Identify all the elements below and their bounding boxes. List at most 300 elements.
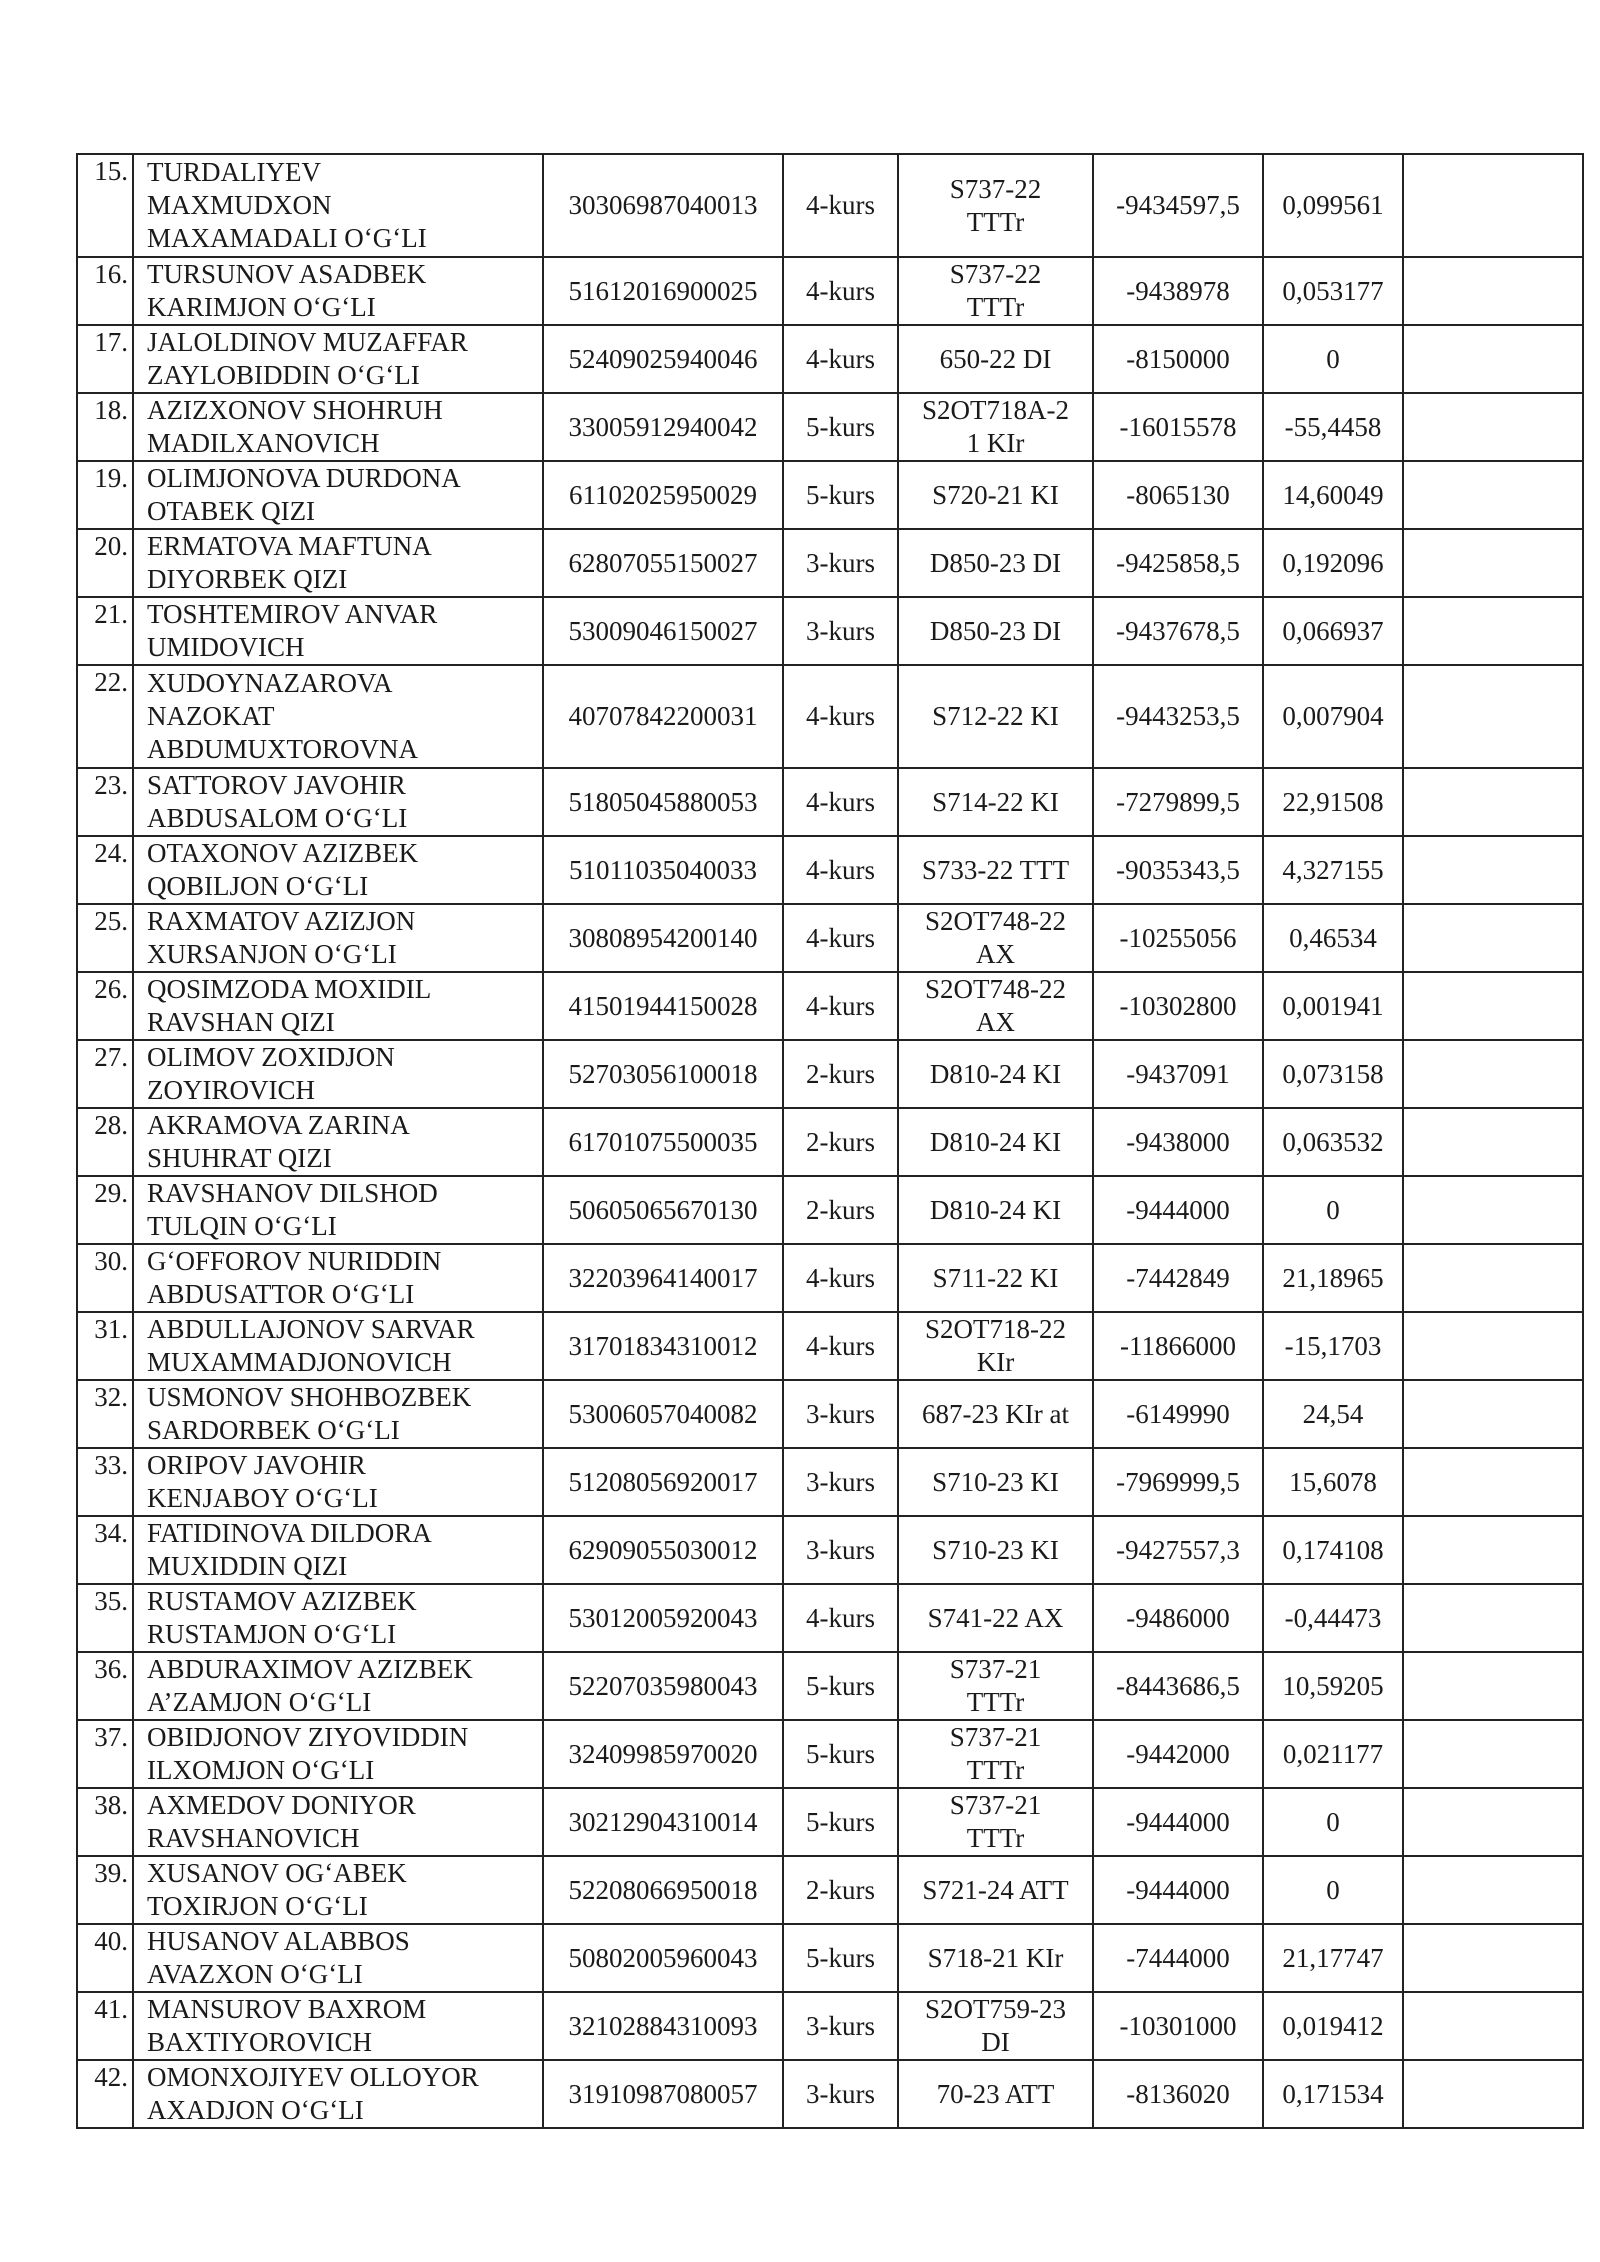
amount-cell: -9444000 bbox=[1093, 1856, 1263, 1924]
full-name-cell bbox=[133, 1108, 543, 1176]
name-line: G‘OFFOROV NURIDDIN bbox=[147, 1246, 442, 1276]
table-row bbox=[77, 1652, 1583, 1720]
name-line: RAVSHANOV DILSHOD bbox=[147, 1178, 438, 1208]
name-line: A’ZAMJON O‘G‘LI bbox=[147, 1687, 372, 1717]
group-cell bbox=[898, 972, 1093, 1040]
ratio-cell: 24,54 bbox=[1263, 1380, 1403, 1448]
course-cell: 2-kurs bbox=[783, 1040, 898, 1108]
ratio-cell: 14,60049 bbox=[1263, 461, 1403, 529]
amount-cell: -9434597,5 bbox=[1093, 154, 1263, 257]
full-name-cell bbox=[133, 836, 543, 904]
name-line: JALOLDINOV MUZAFFAR bbox=[147, 327, 468, 357]
id-number-cell: 51011035040033 bbox=[543, 836, 783, 904]
empty-cell bbox=[1403, 1176, 1583, 1244]
course-cell: 3-kurs bbox=[783, 1992, 898, 2060]
name-line: ORIPOV JAVOHIR bbox=[147, 1450, 366, 1480]
id-number-cell: 40707842200031 bbox=[543, 665, 783, 768]
name-line: MADILXANOVICH bbox=[147, 428, 380, 458]
name-line: XUSANOV OG‘ABEK bbox=[147, 1858, 407, 1888]
group-line: S714-22 KI bbox=[932, 786, 1059, 817]
amount-cell: -9427557,3 bbox=[1093, 1516, 1263, 1584]
id-number-cell: 52208066950018 bbox=[543, 1856, 783, 1924]
id-number-cell: 53006057040082 bbox=[543, 1380, 783, 1448]
row-number-cell: 22. bbox=[77, 665, 133, 768]
empty-cell bbox=[1403, 665, 1583, 768]
table-row bbox=[77, 1720, 1583, 1788]
empty-cell bbox=[1403, 768, 1583, 836]
name-line: AKRAMOVA ZARINA bbox=[147, 1110, 410, 1140]
name-line: AXMEDOV DONIYOR bbox=[147, 1790, 416, 1820]
id-number-cell: 61102025950029 bbox=[543, 461, 783, 529]
empty-cell bbox=[1403, 257, 1583, 325]
ratio-cell: 22,91508 bbox=[1263, 768, 1403, 836]
amount-cell: -9444000 bbox=[1093, 1788, 1263, 1856]
name-line: ZOYIROVICH bbox=[147, 1075, 315, 1105]
empty-cell bbox=[1403, 529, 1583, 597]
course-cell: 4-kurs bbox=[783, 154, 898, 257]
course-cell: 5-kurs bbox=[783, 1720, 898, 1788]
group-line: AX bbox=[976, 939, 1015, 969]
group-line: S720-21 KI bbox=[932, 479, 1059, 510]
full-name-cell bbox=[133, 597, 543, 665]
group-cell bbox=[898, 1924, 1093, 1992]
ratio-cell: 0 bbox=[1263, 325, 1403, 393]
group-cell bbox=[898, 904, 1093, 972]
id-number-cell: 32409985970020 bbox=[543, 1720, 783, 1788]
name-line: TOSHTEMIROV ANVAR bbox=[147, 599, 438, 629]
empty-cell bbox=[1403, 1652, 1583, 1720]
name-line: TURDALIYEV bbox=[147, 157, 321, 187]
group-cell bbox=[898, 1992, 1093, 2060]
id-number-cell: 32203964140017 bbox=[543, 1244, 783, 1312]
empty-cell bbox=[1403, 393, 1583, 461]
course-cell: 3-kurs bbox=[783, 2060, 898, 2128]
amount-cell: -8136020 bbox=[1093, 2060, 1263, 2128]
group-cell bbox=[898, 154, 1093, 257]
empty-cell bbox=[1403, 1040, 1583, 1108]
group-cell bbox=[898, 529, 1093, 597]
name-line: ABDUMUXTOROVNA bbox=[147, 734, 419, 764]
row-number-cell: 34. bbox=[77, 1516, 133, 1584]
name-line: ABDURAXIMOV AZIZBEK bbox=[147, 1654, 473, 1684]
row-number-cell: 18. bbox=[77, 393, 133, 461]
full-name-cell bbox=[133, 904, 543, 972]
full-name-cell bbox=[133, 1448, 543, 1516]
id-number-cell: 51805045880053 bbox=[543, 768, 783, 836]
full-name-cell bbox=[133, 1992, 543, 2060]
group-line: 1 KIr bbox=[966, 428, 1025, 458]
row-number-cell: 29. bbox=[77, 1176, 133, 1244]
group-line: D810-24 KI bbox=[929, 1194, 1062, 1225]
empty-cell bbox=[1403, 1312, 1583, 1380]
ratio-cell: -15,1703 bbox=[1263, 1312, 1403, 1380]
course-cell: 4-kurs bbox=[783, 325, 898, 393]
amount-cell: -7279899,5 bbox=[1093, 768, 1263, 836]
row-number-cell: 23. bbox=[77, 768, 133, 836]
name-line: OTAXONOV AZIZBEK bbox=[147, 838, 419, 868]
group-cell bbox=[898, 1040, 1093, 1108]
group-cell bbox=[898, 1584, 1093, 1652]
group-line: 650-22 DI bbox=[939, 343, 1052, 374]
name-line: KENJABOY O‘G‘LI bbox=[147, 1483, 378, 1513]
name-line: XURSANJON O‘G‘LI bbox=[147, 939, 397, 969]
ratio-cell: 15,6078 bbox=[1263, 1448, 1403, 1516]
table-row bbox=[77, 904, 1583, 972]
row-number-cell: 19. bbox=[77, 461, 133, 529]
group-cell bbox=[898, 768, 1093, 836]
ratio-cell: 10,59205 bbox=[1263, 1652, 1403, 1720]
id-number-cell: 51208056920017 bbox=[543, 1448, 783, 1516]
course-cell: 4-kurs bbox=[783, 904, 898, 972]
row-number-cell: 39. bbox=[77, 1856, 133, 1924]
ratio-cell: 0,063532 bbox=[1263, 1108, 1403, 1176]
full-name-cell bbox=[133, 1516, 543, 1584]
amount-cell: -9443253,5 bbox=[1093, 665, 1263, 768]
course-cell: 3-kurs bbox=[783, 529, 898, 597]
group-line: S737-21 bbox=[949, 1790, 1042, 1820]
amount-cell: -7969999,5 bbox=[1093, 1448, 1263, 1516]
group-line: TTTr bbox=[966, 1687, 1025, 1717]
empty-cell bbox=[1403, 1380, 1583, 1448]
empty-cell bbox=[1403, 1448, 1583, 1516]
group-line: TTTr bbox=[966, 292, 1025, 322]
amount-cell: -16015578 bbox=[1093, 393, 1263, 461]
name-line: KARIMJON O‘G‘LI bbox=[147, 292, 376, 322]
ratio-cell: -0,44473 bbox=[1263, 1584, 1403, 1652]
full-name-cell bbox=[133, 1924, 543, 1992]
table-row bbox=[77, 1244, 1583, 1312]
full-name-cell bbox=[133, 972, 543, 1040]
empty-cell bbox=[1403, 1108, 1583, 1176]
name-line: AVAZXON O‘G‘LI bbox=[147, 1959, 363, 1989]
name-line: UMIDOVICH bbox=[147, 632, 305, 662]
group-cell bbox=[898, 257, 1093, 325]
row-number-cell: 36. bbox=[77, 1652, 133, 1720]
empty-cell bbox=[1403, 597, 1583, 665]
ratio-cell: -55,4458 bbox=[1263, 393, 1403, 461]
table-row bbox=[77, 1992, 1583, 2060]
ratio-cell: 0,019412 bbox=[1263, 1992, 1403, 2060]
name-line: SHUHRAT QIZI bbox=[147, 1143, 332, 1173]
id-number-cell: 30808954200140 bbox=[543, 904, 783, 972]
row-number-cell: 27. bbox=[77, 1040, 133, 1108]
course-cell: 4-kurs bbox=[783, 665, 898, 768]
course-cell: 3-kurs bbox=[783, 597, 898, 665]
full-name-cell bbox=[133, 1176, 543, 1244]
course-cell: 5-kurs bbox=[783, 461, 898, 529]
course-cell: 4-kurs bbox=[783, 836, 898, 904]
name-line: HUSANOV ALABBOS bbox=[147, 1926, 410, 1956]
ratio-cell: 0,053177 bbox=[1263, 257, 1403, 325]
name-line: TULQIN O‘G‘LI bbox=[147, 1211, 337, 1241]
group-line: S2OT718-22 bbox=[925, 1314, 1066, 1344]
group-line: D810-24 KI bbox=[929, 1058, 1062, 1089]
amount-cell: -8065130 bbox=[1093, 461, 1263, 529]
amount-cell: -9438978 bbox=[1093, 257, 1263, 325]
full-name-cell bbox=[133, 154, 543, 257]
full-name-cell bbox=[133, 257, 543, 325]
full-name-cell bbox=[133, 1380, 543, 1448]
id-number-cell: 52207035980043 bbox=[543, 1652, 783, 1720]
course-cell: 3-kurs bbox=[783, 1516, 898, 1584]
group-line: S737-21 bbox=[949, 1722, 1042, 1752]
id-number-cell: 61701075500035 bbox=[543, 1108, 783, 1176]
amount-cell: -10302800 bbox=[1093, 972, 1263, 1040]
amount-cell: -9486000 bbox=[1093, 1584, 1263, 1652]
ratio-cell: 4,327155 bbox=[1263, 836, 1403, 904]
ratio-cell: 0,073158 bbox=[1263, 1040, 1403, 1108]
amount-cell: -8443686,5 bbox=[1093, 1652, 1263, 1720]
course-cell: 2-kurs bbox=[783, 1176, 898, 1244]
group-cell bbox=[898, 1108, 1093, 1176]
course-cell: 5-kurs bbox=[783, 1924, 898, 1992]
full-name-cell bbox=[133, 529, 543, 597]
group-line: S2OT748-22 bbox=[925, 906, 1066, 936]
amount-cell: -9438000 bbox=[1093, 1108, 1263, 1176]
name-line: TOXIRJON O‘G‘LI bbox=[147, 1891, 368, 1921]
name-line: MAXMUDXON bbox=[147, 190, 332, 220]
name-line: ABDULLAJONOV SARVAR bbox=[147, 1314, 475, 1344]
ratio-cell: 21,17747 bbox=[1263, 1924, 1403, 1992]
ratio-cell: 0 bbox=[1263, 1788, 1403, 1856]
empty-cell bbox=[1403, 2060, 1583, 2128]
course-cell: 2-kurs bbox=[783, 1856, 898, 1924]
course-cell: 4-kurs bbox=[783, 257, 898, 325]
name-line: OMONXOJIYEV OLLOYOR bbox=[147, 2062, 479, 2092]
id-number-cell: 62909055030012 bbox=[543, 1516, 783, 1584]
row-number-cell: 15. bbox=[77, 154, 133, 257]
ratio-cell: 0,001941 bbox=[1263, 972, 1403, 1040]
table-row bbox=[77, 1516, 1583, 1584]
empty-cell bbox=[1403, 1856, 1583, 1924]
empty-cell bbox=[1403, 1516, 1583, 1584]
group-line: AX bbox=[976, 1007, 1015, 1037]
name-line: MUXIDDIN QIZI bbox=[147, 1551, 348, 1581]
name-line: TURSUNOV ASADBEK bbox=[147, 259, 427, 289]
name-line: ERMATOVA MAFTUNA bbox=[147, 531, 432, 561]
group-cell bbox=[898, 836, 1093, 904]
empty-cell bbox=[1403, 325, 1583, 393]
group-line: TTTr bbox=[966, 206, 1025, 237]
table-row bbox=[77, 325, 1583, 393]
table-row bbox=[77, 1924, 1583, 1992]
group-line: S741-22 AX bbox=[927, 1602, 1064, 1633]
name-line: QOBILJON O‘G‘LI bbox=[147, 871, 369, 901]
name-line: AZIZXONOV SHOHRUH bbox=[147, 395, 443, 425]
full-name-cell bbox=[133, 1040, 543, 1108]
name-line: OBIDJONOV ZIYOVIDDIN bbox=[147, 1722, 469, 1752]
course-cell: 3-kurs bbox=[783, 1380, 898, 1448]
table-row bbox=[77, 836, 1583, 904]
table-row bbox=[77, 1584, 1583, 1652]
ratio-cell: 0 bbox=[1263, 1176, 1403, 1244]
name-line: MANSUROV BAXROM bbox=[147, 1994, 427, 2024]
group-cell bbox=[898, 1788, 1093, 1856]
course-cell: 5-kurs bbox=[783, 1788, 898, 1856]
full-name-cell bbox=[133, 1244, 543, 1312]
empty-cell bbox=[1403, 461, 1583, 529]
group-line: TTTr bbox=[966, 1823, 1025, 1853]
name-line: AXADJON O‘G‘LI bbox=[147, 2095, 364, 2125]
name-line: RUSTAMJON O‘G‘LI bbox=[147, 1619, 397, 1649]
group-line: 687-23 KIr at bbox=[922, 1398, 1069, 1429]
student-table bbox=[76, 153, 1584, 2129]
id-number-cell: 53009046150027 bbox=[543, 597, 783, 665]
name-line: QOSIMZODA MOXIDIL bbox=[147, 974, 432, 1004]
name-line: RAVSHANOVICH bbox=[147, 1823, 360, 1853]
table-row bbox=[77, 393, 1583, 461]
empty-cell bbox=[1403, 1992, 1583, 2060]
group-cell bbox=[898, 1244, 1093, 1312]
group-line: S710-23 KI bbox=[932, 1534, 1059, 1565]
row-number-cell: 26. bbox=[77, 972, 133, 1040]
group-cell bbox=[898, 1652, 1093, 1720]
ratio-cell: 0,007904 bbox=[1263, 665, 1403, 768]
amount-cell: -7444000 bbox=[1093, 1924, 1263, 1992]
group-cell bbox=[898, 1312, 1093, 1380]
name-line: XUDOYNAZAROVA bbox=[147, 668, 393, 698]
amount-cell: -9437091 bbox=[1093, 1040, 1263, 1108]
course-cell: 2-kurs bbox=[783, 1108, 898, 1176]
group-cell bbox=[898, 393, 1093, 461]
group-cell bbox=[898, 2060, 1093, 2128]
row-number-cell: 16. bbox=[77, 257, 133, 325]
course-cell: 3-kurs bbox=[783, 1448, 898, 1516]
group-cell bbox=[898, 1380, 1093, 1448]
row-number-cell: 21. bbox=[77, 597, 133, 665]
full-name-cell bbox=[133, 1584, 543, 1652]
id-number-cell: 31910987080057 bbox=[543, 2060, 783, 2128]
row-number-cell: 33. bbox=[77, 1448, 133, 1516]
group-cell bbox=[898, 325, 1093, 393]
name-line: MUXAMMADJONOVICH bbox=[147, 1347, 452, 1377]
group-line: S721-24 ATT bbox=[922, 1874, 1069, 1905]
id-number-cell: 30306987040013 bbox=[543, 154, 783, 257]
group-line: S2OT759-23 bbox=[925, 1994, 1066, 2024]
amount-cell: -9444000 bbox=[1093, 1176, 1263, 1244]
full-name-cell bbox=[133, 768, 543, 836]
id-number-cell: 30212904310014 bbox=[543, 1788, 783, 1856]
id-number-cell: 50802005960043 bbox=[543, 1924, 783, 1992]
group-line: 70-23 ATT bbox=[936, 2078, 1055, 2109]
amount-cell: -9437678,5 bbox=[1093, 597, 1263, 665]
full-name-cell bbox=[133, 461, 543, 529]
full-name-cell bbox=[133, 1856, 543, 1924]
course-cell: 4-kurs bbox=[783, 1244, 898, 1312]
full-name-cell bbox=[133, 1720, 543, 1788]
id-number-cell: 53012005920043 bbox=[543, 1584, 783, 1652]
name-line: FATIDINOVA DILDORA bbox=[147, 1518, 432, 1548]
ratio-cell: 0,192096 bbox=[1263, 529, 1403, 597]
id-number-cell: 52409025940046 bbox=[543, 325, 783, 393]
group-line: TTTr bbox=[966, 1755, 1025, 1785]
name-line: ZAYLOBIDDIN O‘G‘LI bbox=[147, 360, 420, 390]
amount-cell: -8150000 bbox=[1093, 325, 1263, 393]
full-name-cell bbox=[133, 1652, 543, 1720]
group-cell bbox=[898, 461, 1093, 529]
row-number-cell: 25. bbox=[77, 904, 133, 972]
amount-cell: -6149990 bbox=[1093, 1380, 1263, 1448]
name-line: MAXAMADALI O‘G‘LI bbox=[147, 223, 427, 253]
row-number-cell: 38. bbox=[77, 1788, 133, 1856]
id-number-cell: 31701834310012 bbox=[543, 1312, 783, 1380]
row-number-cell: 20. bbox=[77, 529, 133, 597]
group-cell bbox=[898, 1516, 1093, 1584]
empty-cell bbox=[1403, 1720, 1583, 1788]
group-line: S712-22 KI bbox=[932, 701, 1059, 731]
name-line: ABDUSALOM O‘G‘LI bbox=[147, 803, 408, 833]
full-name-cell bbox=[133, 665, 543, 768]
amount-cell: -10255056 bbox=[1093, 904, 1263, 972]
table-row bbox=[77, 1856, 1583, 1924]
table-row bbox=[77, 665, 1583, 768]
row-number-cell: 24. bbox=[77, 836, 133, 904]
group-cell bbox=[898, 597, 1093, 665]
group-line: S2OT718A-2 bbox=[922, 395, 1069, 425]
ratio-cell: 0,066937 bbox=[1263, 597, 1403, 665]
table-row bbox=[77, 1312, 1583, 1380]
row-number-cell: 41. bbox=[77, 1992, 133, 2060]
table-row bbox=[77, 1380, 1583, 1448]
table-row bbox=[77, 1040, 1583, 1108]
group-line: D850-23 DI bbox=[929, 615, 1062, 646]
group-line: S737-22 bbox=[949, 173, 1042, 204]
group-line: S711-22 KI bbox=[932, 1262, 1059, 1293]
table-row bbox=[77, 529, 1583, 597]
course-cell: 4-kurs bbox=[783, 1584, 898, 1652]
amount-cell: -11866000 bbox=[1093, 1312, 1263, 1380]
row-number-cell: 28. bbox=[77, 1108, 133, 1176]
row-number-cell: 31. bbox=[77, 1312, 133, 1380]
id-number-cell: 51612016900025 bbox=[543, 257, 783, 325]
course-cell: 5-kurs bbox=[783, 1652, 898, 1720]
name-line: NAZOKAT bbox=[147, 701, 275, 731]
group-line: S718-21 KIr bbox=[927, 1942, 1064, 1973]
course-cell: 4-kurs bbox=[783, 1312, 898, 1380]
table-row bbox=[77, 597, 1583, 665]
name-line: ABDUSATTOR O‘G‘LI bbox=[147, 1279, 415, 1309]
name-line: USMONOV SHOHBOZBEK bbox=[147, 1382, 472, 1412]
table-row bbox=[77, 1176, 1583, 1244]
row-number-cell: 30. bbox=[77, 1244, 133, 1312]
name-line: RAVSHAN QIZI bbox=[147, 1007, 335, 1037]
course-cell: 4-kurs bbox=[783, 768, 898, 836]
group-cell bbox=[898, 1720, 1093, 1788]
id-number-cell: 41501944150028 bbox=[543, 972, 783, 1040]
group-cell bbox=[898, 1176, 1093, 1244]
table-row bbox=[77, 461, 1583, 529]
name-line: DIYORBEK QIZI bbox=[147, 564, 348, 594]
name-line: RUSTAMOV AZIZBEK bbox=[147, 1586, 417, 1616]
name-line: ILXOMJON O‘G‘LI bbox=[147, 1755, 375, 1785]
ratio-cell: 0,174108 bbox=[1263, 1516, 1403, 1584]
table-row bbox=[77, 2060, 1583, 2128]
empty-cell bbox=[1403, 1924, 1583, 1992]
course-cell: 5-kurs bbox=[783, 393, 898, 461]
id-number-cell: 62807055150027 bbox=[543, 529, 783, 597]
group-cell bbox=[898, 665, 1093, 768]
row-number-cell: 42. bbox=[77, 2060, 133, 2128]
name-line: OLIMJONOVA DURDONA bbox=[147, 463, 461, 493]
ratio-cell: 0,021177 bbox=[1263, 1720, 1403, 1788]
group-line: S710-23 KI bbox=[932, 1466, 1059, 1497]
group-line: S737-22 bbox=[949, 259, 1042, 289]
group-line: D810-24 KI bbox=[929, 1126, 1062, 1157]
ratio-cell: 0,171534 bbox=[1263, 2060, 1403, 2128]
group-line: KIr bbox=[976, 1347, 1015, 1377]
full-name-cell bbox=[133, 325, 543, 393]
id-number-cell: 50605065670130 bbox=[543, 1176, 783, 1244]
